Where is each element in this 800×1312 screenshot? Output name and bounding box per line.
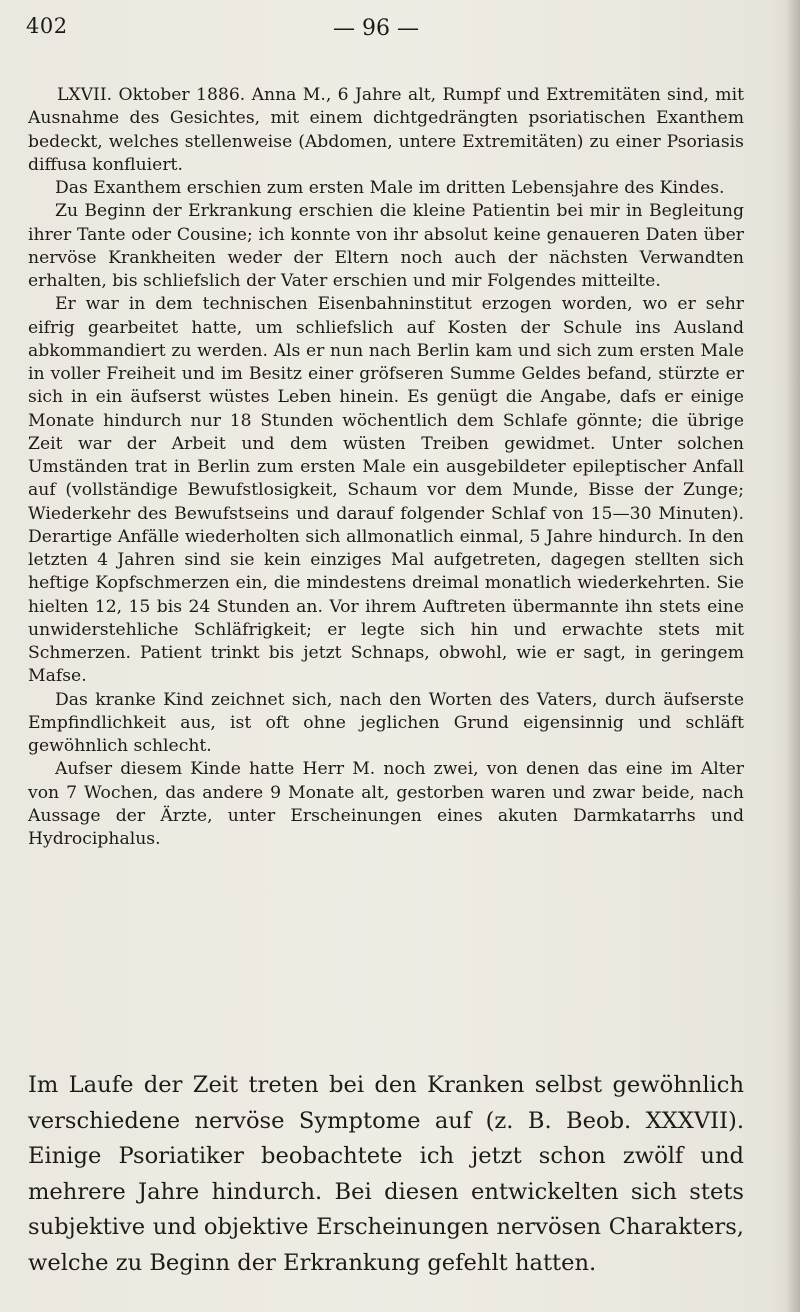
general-remarks-text	[28, 1068, 744, 1282]
paragraph-child-temperament: Das kranke Kind zeichnet sich, nach den Worten des Vaters, durch äufserste Empfindlichkeit aus, ist oft ohne jeglichen Grund eigensinnig und schläft gewöhnlich schlecht.	[28, 689, 744, 756]
paragraph-general-remarks: Im Laufe der Zeit treten bei den Kranken selbst gewöhnlich verschiedene nervöse Symptome auf (z. B. Beob. XXXVII). Einige Psoriatiker beobachtete ich jetzt schon zwölf und mehrere Jahre hindurch. Bei diesen entwickelten sich stets subjektive und objektive Erscheinungen nervösen Charakters, welche zu Beginn der Erkrankung gefehlt hatten.	[28, 1072, 744, 1276]
paragraph-onset: Das Exanthem erschien zum ersten Male im dritten Lebensjahre des Kindes.	[55, 178, 725, 198]
page-header	[26, 14, 746, 54]
paragraph-siblings: Aufser diesem Kinde hatte Herr M. noch zwei, von denen das eine im Alter von 7 Wochen, das andere 9 Monate alt, gestorben waren und zwar beide, nach Aussage der Ärzte, unter Erscheinungen eines akuten Darmkatarrhs und Hydrociphalus.	[28, 759, 744, 849]
case-report-text	[28, 84, 744, 851]
paragraph-case-intro: LXVII. Oktober 1886. Anna M., 6 Jahre alt, Rumpf und Extremitäten sind, mit Ausnahme des Gesichtes, mit einem dichtgedrängten psoriatischen Exanthem bedeckt, welches stellenweise (Abdomen, untere Extremitäten) zu einer Psoriasis diffusa konfluiert.	[28, 85, 744, 175]
page-number-left: 402	[26, 14, 68, 38]
paragraph-history: Zu Beginn der Erkrankung erschien die kleine Patientin bei mir in Begleitung ihrer Tante oder Cousine; ich konnte von ihr absolut keine genaueren Daten über nervöse Krankheiten weder der Eltern noch auch der nächsten Verwandten erhalten, bis schliefslich der Vater erschien und mir Folgendes mitteilte.	[28, 201, 744, 291]
page-edge-shadow	[786, 0, 800, 1312]
page-number-center: — 96 —	[333, 16, 419, 41]
paragraph-father: Er war in dem technischen Eisenbahninstitut erzogen worden, wo er sehr eifrig gearbeitet hatte, um schliefslich auf Kosten der Schule ins Ausland abkommandiert zu werden. Als er nun nach Berlin kam und sich zum ersten Male in voller Freiheit und im Besitz einer gröfseren Summe Geldes befand, stürzte er sich in ein äufserst wüstes Leben hinein. Es genügt die Angabe, dafs er einige Monate hindurch nur 18 Stunden wöchentlich dem Schlafe gönnte; die übrige Zeit war der Arbeit und dem wüsten Treiben gewidmet. Unter solchen Umständen trat in Berlin zum ersten Male ein ausgebildeter epileptischer Anfall auf (vollständige Bewufstlosigkeit, Schaum vor dem Munde, Bisse der Zunge; Wiederkehr des Bewufstseins und darauf folgender Schlaf von 15—30 Minuten). Derartige Anfälle wiederholten sich allmonatlich einmal, 5 Jahre hindurch. In den letzten 4 Jahren sind sie kein einziges Mal aufgetreten, dagegen stellten sich heftige Kopfschmerzen ein, die mindestens dreimal monatlich wiederkehrten. Sie hielten 12, 15 bis 24 Stunden an. Vor ihrem Auftreten übermannte ihn stets eine unwiderstehliche Schläfrigkeit; er legte sich hin und erwachte stets mit Schmerzen. Patient trinkt bis jetzt Schnaps, obwohl, wie er sagt, in geringem Mafse.	[28, 294, 744, 687]
